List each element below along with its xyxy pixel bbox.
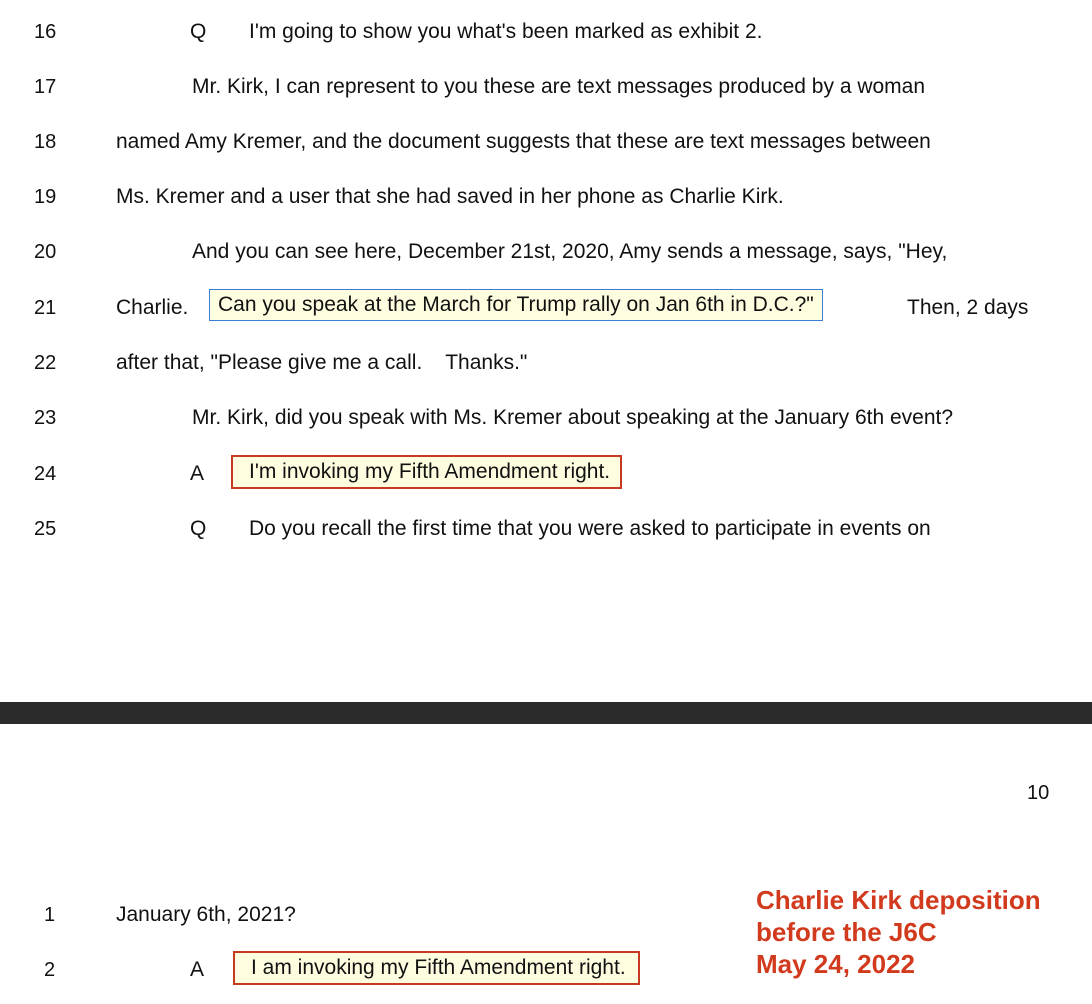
line-number: 25	[34, 518, 57, 540]
speaker-label: Q	[190, 517, 207, 540]
transcript-line: I'm going to show you what's been marked as exhibit 2.	[249, 20, 763, 43]
speaker-label: Q	[190, 20, 207, 43]
line-number: 20	[34, 241, 57, 263]
highlighted-answer: I am invoking my Fifth Amendment right.	[233, 951, 640, 985]
annotation-caption	[756, 884, 1041, 980]
transcript-line: Do you recall the first time that you were asked to participate in events on	[249, 517, 931, 540]
highlight-box-red	[233, 951, 640, 985]
line-number: 19	[34, 186, 57, 208]
line-number: 17	[34, 76, 57, 98]
highlight-box-red	[231, 455, 622, 489]
caption-line: before the J6C	[756, 917, 937, 947]
transcript-line: Mr. Kirk, did you speak with Ms. Kremer about speaking at the January 6th event?	[192, 406, 954, 429]
highlight-box-blue	[209, 289, 823, 321]
line-number: 21	[34, 297, 57, 319]
page-number: 10	[1027, 782, 1050, 804]
highlighted-answer: I'm invoking my Fifth Amendment right.	[231, 455, 622, 489]
page-divider	[0, 702, 1092, 724]
line-number: 1	[44, 904, 56, 926]
line-number: 16	[34, 21, 57, 43]
transcript-line: after that, "Please give me a call. Thanks."	[116, 351, 528, 374]
transcript-line: And you can see here, December 21st, 2020, Amy sends a message, says, "Hey,	[192, 240, 948, 263]
transcript-line: Then, 2 days	[907, 296, 1029, 319]
line-number: 2	[44, 959, 56, 981]
speaker-label: A	[190, 958, 205, 981]
transcript-line: Mr. Kirk, I can represent to you these are text messages produced by a woman	[192, 75, 926, 98]
caption-line: May 24, 2022	[756, 949, 916, 979]
speaker-label: A	[190, 462, 205, 485]
transcript-line: Charlie.	[116, 296, 189, 319]
transcript-line: January 6th, 2021?	[116, 903, 296, 926]
transcript-line: Ms. Kremer and a user that she had saved in her phone as Charlie Kirk.	[116, 185, 784, 208]
transcript-line: named Amy Kremer, and the document suggests that these are text messages between	[116, 130, 931, 153]
caption-line: Charlie Kirk deposition	[756, 885, 1041, 915]
line-number: 23	[34, 407, 57, 429]
highlighted-quote: Can you speak at the March for Trump rally on Jan 6th in D.C.?"	[209, 289, 823, 321]
line-number: 22	[34, 352, 57, 374]
line-number: 18	[34, 131, 57, 153]
line-number: 24	[34, 463, 57, 485]
